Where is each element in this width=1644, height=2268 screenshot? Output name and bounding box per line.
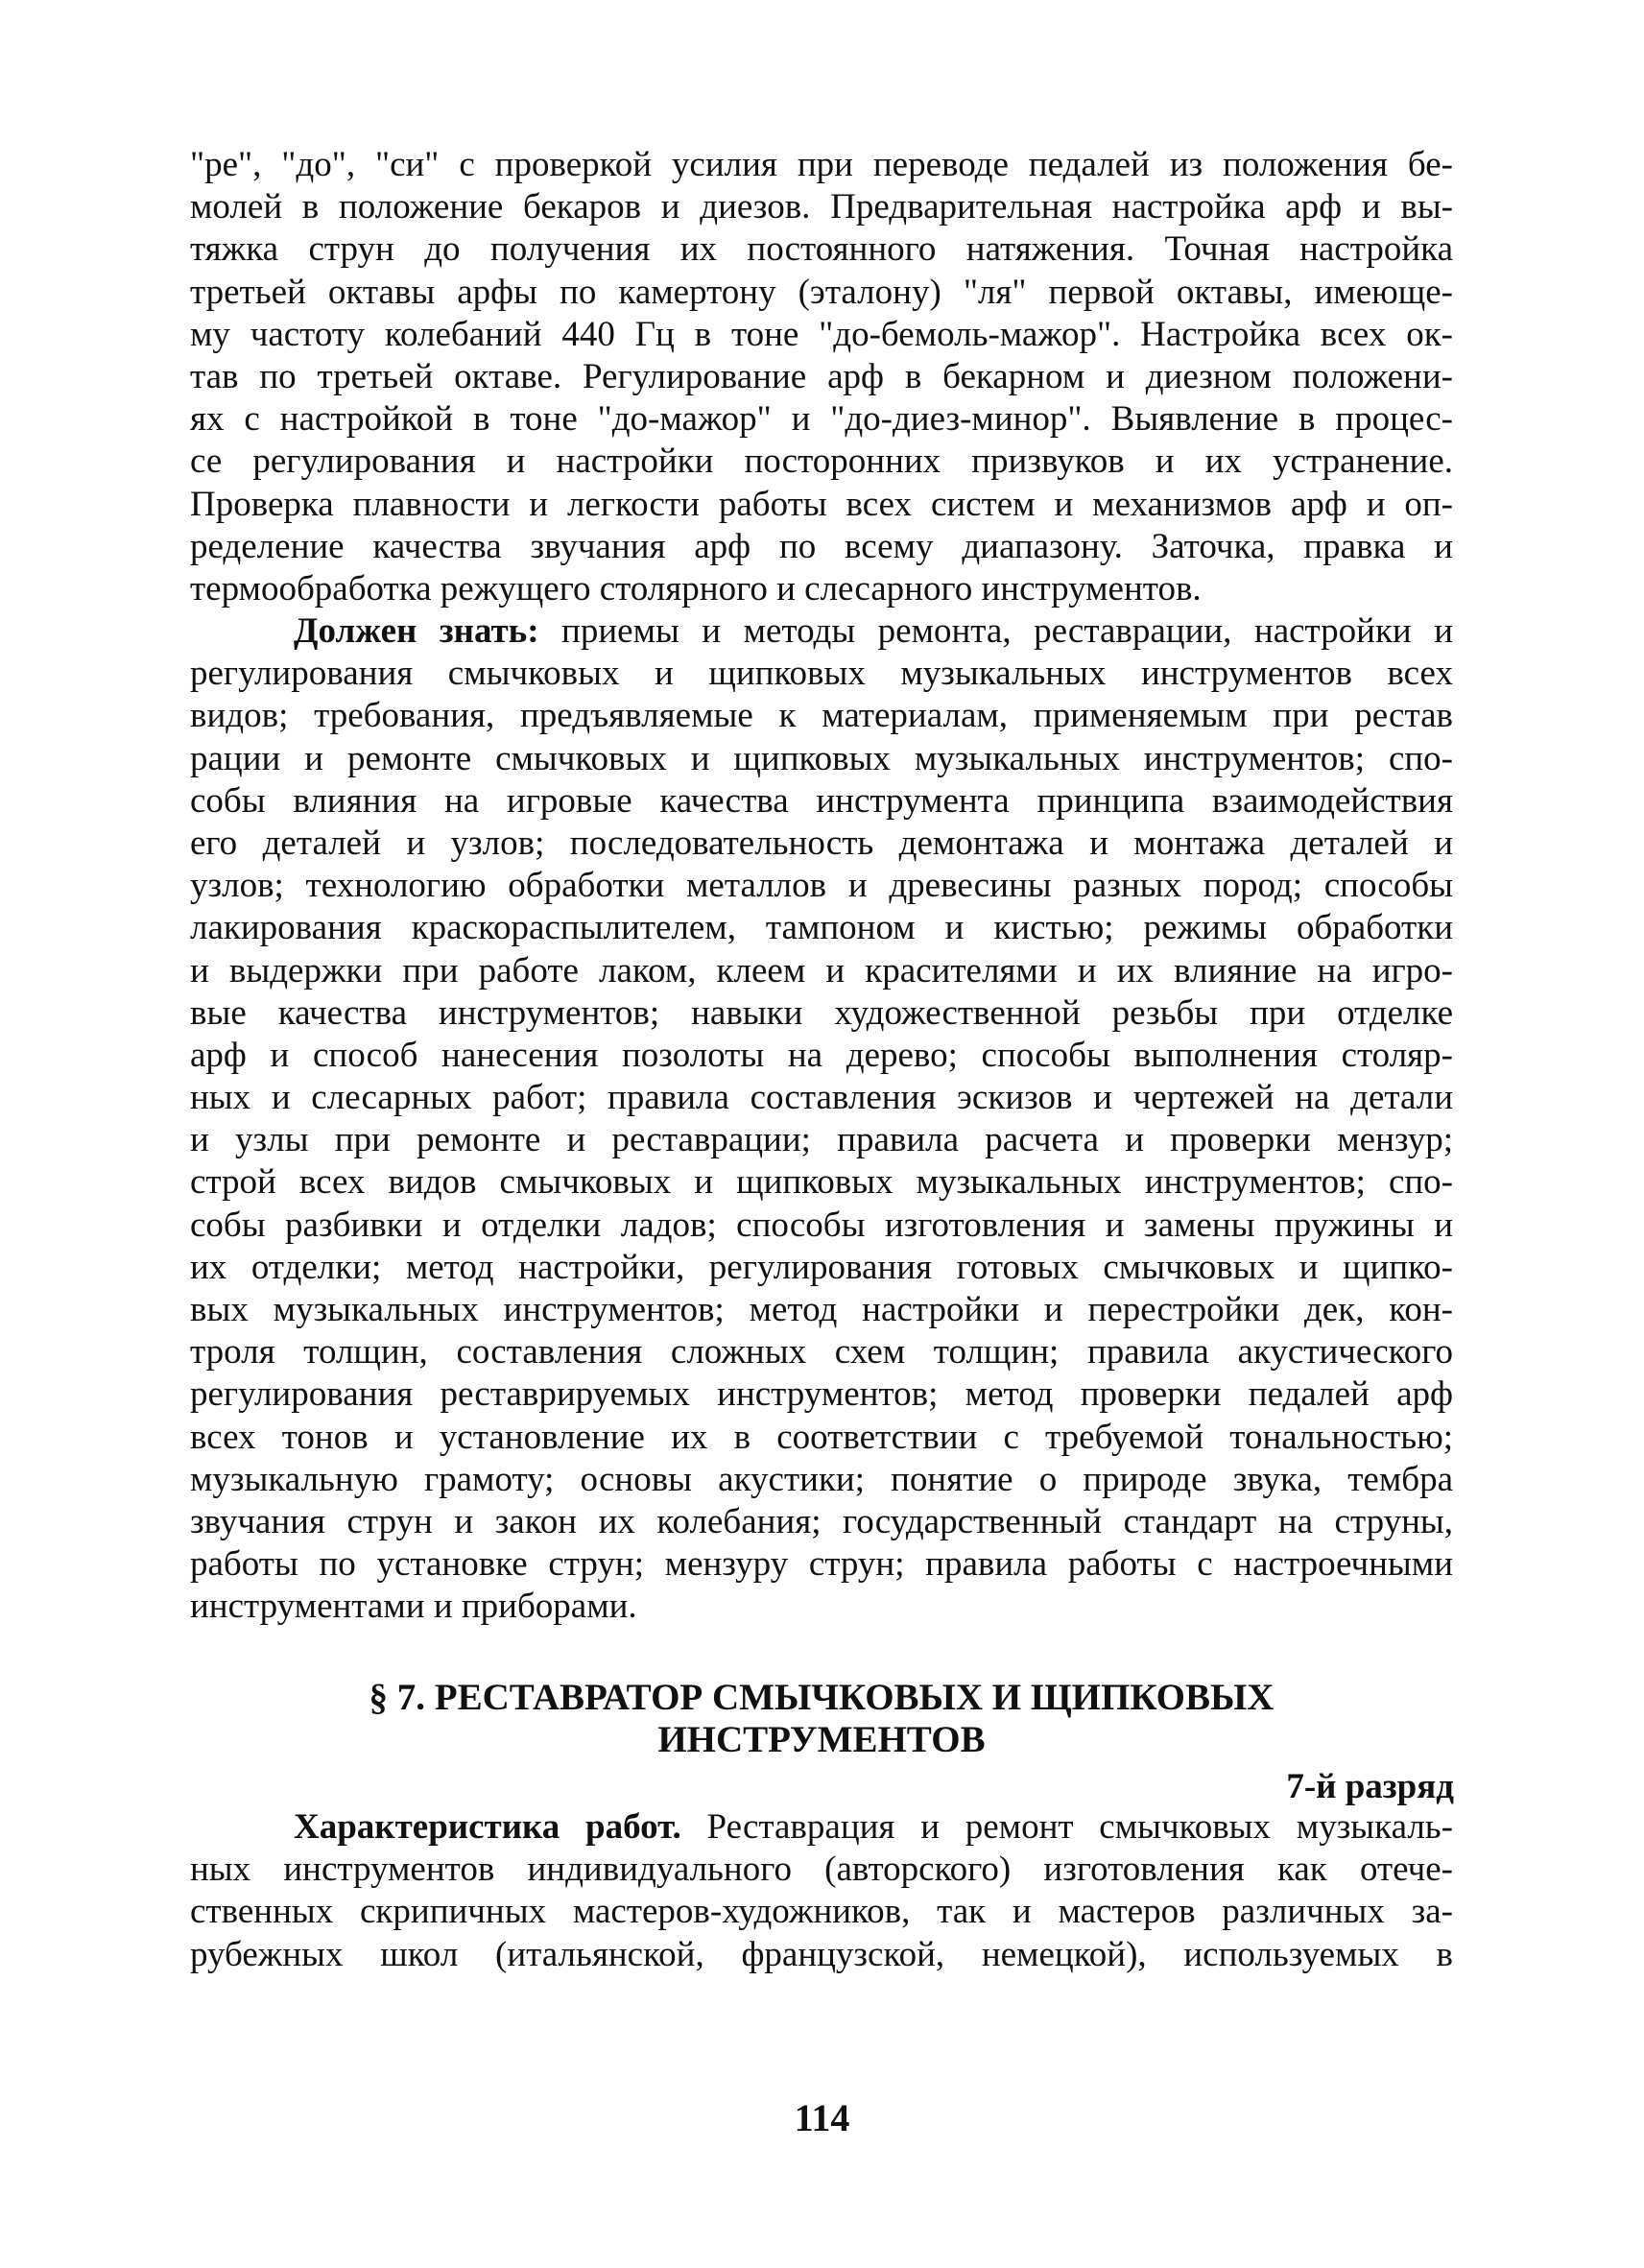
- text-line: троля толщин, составления сложных схем толщин; правила акустического: [190, 1332, 1453, 1373]
- paragraph-must-know: [190, 610, 1453, 1629]
- section-title-line-1: § 7. РЕСТАВРАТОР СМЫЧКОВЫХ И ЩИПКОВЫХ: [369, 1677, 1275, 1718]
- text-line: собы разбивки и отделки ладов; способы изготовления и замены пружины и: [190, 1205, 1453, 1245]
- text-line: регулирования реставрируемых инструментов; метод проверки педалей арф: [190, 1374, 1453, 1415]
- text-line: "ре", "до", "си" с проверкой усилия при переводе педалей из положения бе-: [190, 145, 1453, 184]
- text-line: работы по установке струн; мензуру струн; правила работы с настроечными: [190, 1544, 1453, 1585]
- text-line: их отделки; метод настройки, регулирования готовых смычковых и щипко-: [190, 1247, 1453, 1287]
- page-number: 114: [794, 2096, 850, 2139]
- text-line: видов; требования, предъявляемые к материалам, применяемым при рестав: [190, 696, 1453, 736]
- section-title-line-2: ИНСТРУМЕНТОВ: [657, 1719, 986, 1760]
- must-know-label: Должен знать:: [294, 611, 539, 651]
- text-line: ных и слесарных работ; правила составления эскизов и чертежей на детали: [190, 1078, 1453, 1118]
- paragraph-harp-tuning: [190, 144, 1453, 610]
- characteristics-first-line: Реставрация и ремонт смычковых музыкаль-: [680, 1807, 1453, 1847]
- text-line: рубежных школ (итальянской, французской, немецкой), используемых в: [190, 1934, 1453, 1974]
- text-line: Проверка плавности и легкости работы всех систем и механизмов арф и оп-: [190, 484, 1453, 524]
- text-line: рации и ремонте смычковых и щипковых музыкальных инструментов; спо-: [190, 738, 1453, 778]
- paragraph-work-characteristics: [190, 1806, 1453, 1976]
- text-line: и выдержки при работе лаком, клеем и красителями и их влияние на игро-: [190, 950, 1453, 991]
- text-line: арф и способ нанесения позолоты на дерево; способы выполнения столяр-: [190, 1035, 1453, 1075]
- text-line: термообработка режущего столярного и слесарного инструментов.: [190, 568, 1202, 609]
- text-line: му частоту колебаний 440 Гц в тоне "до-бемоль-мажор". Настройка всех ок-: [190, 314, 1453, 354]
- text-line: лакирования краскораспылителем, тампоном и кистью; режимы обработки: [190, 908, 1453, 948]
- text-line: ственных скрипичных мастеров-художников, так и мастеров различных за-: [190, 1892, 1453, 1932]
- text-line: и узлы при ремонте и реставрации; правила расчета и проверки мензур;: [190, 1120, 1453, 1160]
- rank-label: 7-й разряд: [1286, 1767, 1454, 1806]
- text-line: тав по третьей октаве. Регулирование арф в бекарном и диезном положени-: [190, 356, 1453, 396]
- characteristics-label: Характеристика работ.: [294, 1807, 681, 1847]
- must-know-first-line: приемы и методы ремонта, реставрации, настройки и: [538, 611, 1453, 651]
- text-line: [190, 610, 1453, 653]
- text-line: инструментами и приборами.: [190, 1587, 637, 1627]
- text-line: строй всех видов смычковых и щипковых музыкальных инструментов; спо-: [190, 1162, 1453, 1203]
- text-line: тяжка струн до получения их постоянного натяжения. Точная настройка: [190, 229, 1453, 270]
- section-heading: [190, 1677, 1453, 1761]
- text-line: всех тонов и установление их в соответствии с требуемой тональностью;: [190, 1417, 1453, 1457]
- text-line: звучания струн и закон их колебания; государственный стандарт на струны,: [190, 1501, 1453, 1541]
- text-line: ределение качества звучания арф по всему диапазону. Заточка, правка и: [190, 526, 1453, 566]
- text-line: узлов; технологию обработки металлов и древесины разных пород; способы: [190, 866, 1453, 906]
- text-line: молей в положение бекаров и диезов. Предварительная настройка арф и вы-: [190, 187, 1453, 227]
- text-line: третьей октавы арфы по камертону (эталону) "ля" первой октавы, имеюще-: [190, 272, 1453, 312]
- text-line: регулирования смычковых и щипковых музыкальных инструментов всех: [190, 654, 1453, 694]
- text-line: [190, 1806, 1453, 1849]
- text-line: музыкальную грамоту; основы акустики; понятие о природе звука, тембра: [190, 1459, 1453, 1499]
- text-line: вые качества инструментов; навыки художественной резьбы при отделке: [190, 992, 1453, 1033]
- text-line: се регулирования и настройки посторонних призвуков и их устранение.: [190, 442, 1453, 482]
- text-line: собы влияния на игровые качества инструмента принципа взаимодействия: [190, 780, 1453, 821]
- text-line: ных инструментов индивидуального (авторского) изготовления как отече-: [190, 1850, 1453, 1890]
- text-line: ях с настройкой в тоне "до-мажор" и "до-диез-минор". Выявление в процес-: [190, 399, 1453, 440]
- text-line: вых музыкальных инструментов; метод настройки и перестройки дек, кон-: [190, 1290, 1453, 1329]
- text-line: его деталей и узлов; последовательность демонтажа и монтажа деталей и: [190, 823, 1453, 863]
